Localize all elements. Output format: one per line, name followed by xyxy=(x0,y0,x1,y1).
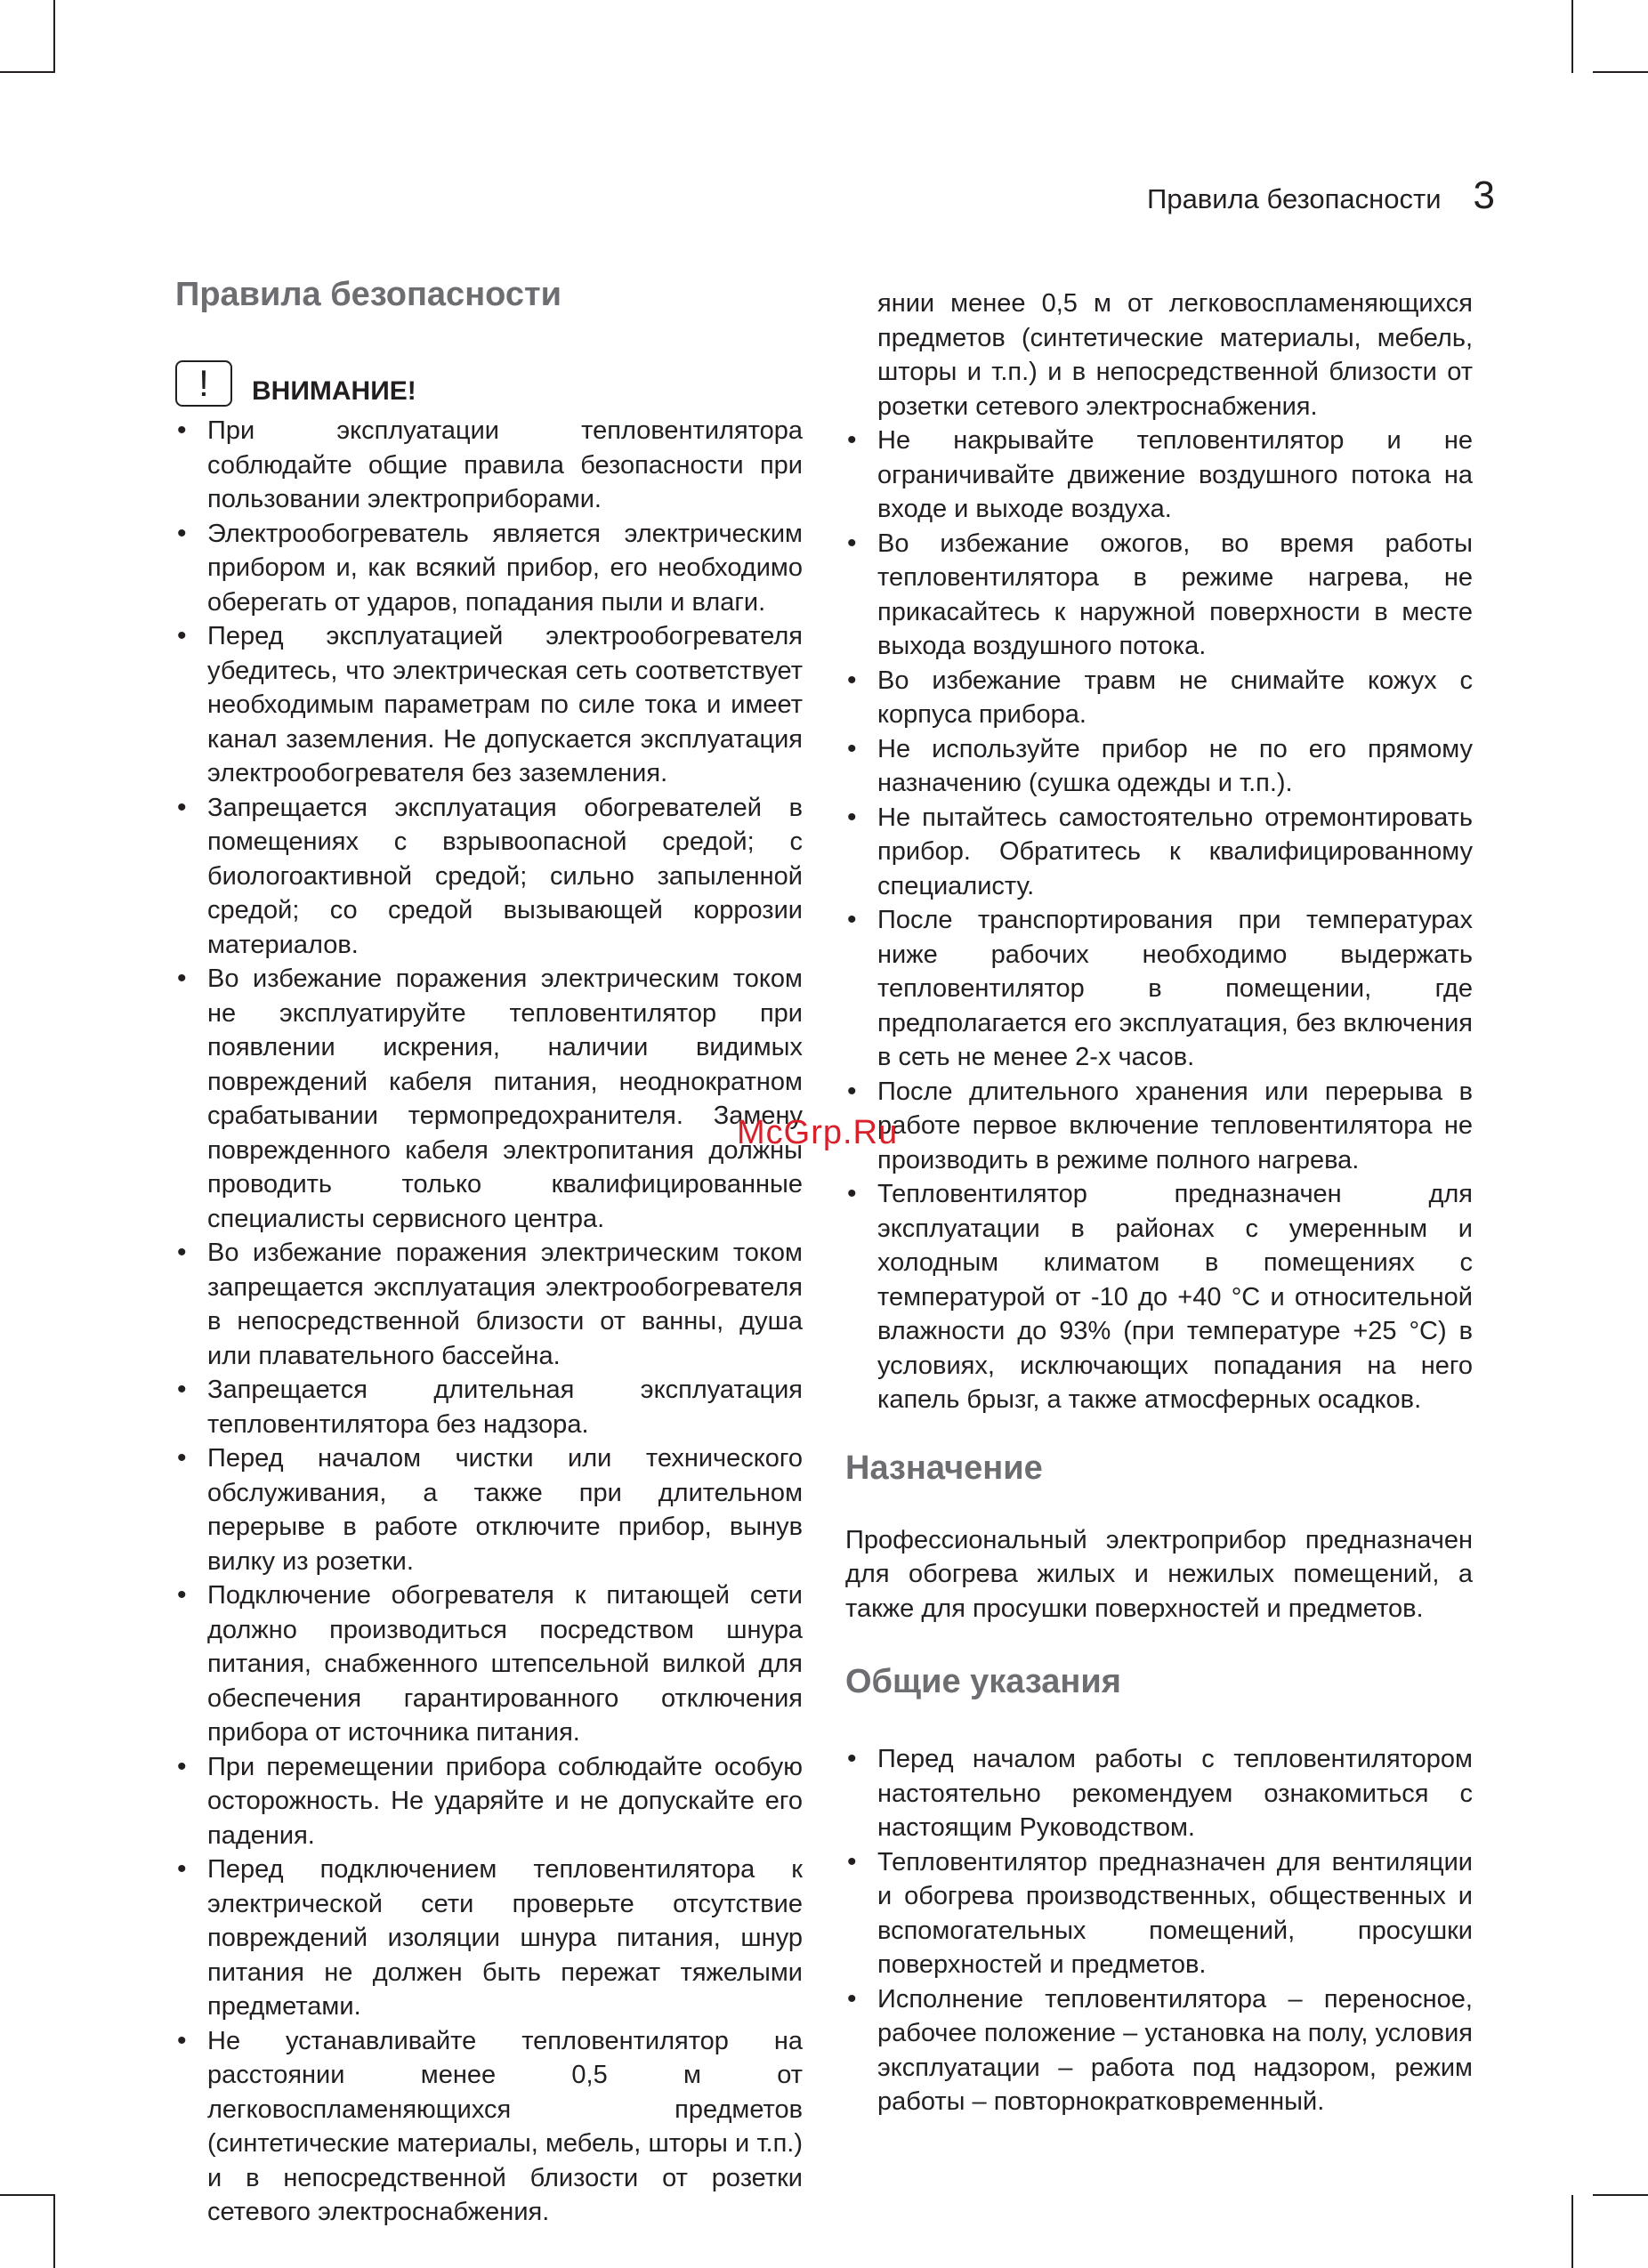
watermark: McGrp.Ru xyxy=(737,1114,899,1151)
right-column xyxy=(845,287,1473,2119)
crop-mark xyxy=(1571,0,1573,73)
running-header xyxy=(1147,174,1495,218)
general-list xyxy=(845,1742,1473,2119)
safety-list xyxy=(175,414,803,2226)
list-item: • Тепловентилятор предназначен для эксплуатации в районах с умеренным и холодным климатом в помещениях с температурой от -10 до +40 °С и относительной влажности до 93% (при температуре +25 °С) в условиях, исключающих попадания на него капель брызг, а также атмосферных осадков. xyxy=(845,1177,1473,1417)
list-item: • Электрообогреватель является электрическим прибором и, как всякий прибор, его необходимо оберегать от ударов, попадания пыли и влаги. xyxy=(175,517,803,620)
crop-mark xyxy=(1593,2194,1648,2196)
list-item: • Перед эксплуатацией электрообогревателя убедитесь, что электрическая сеть соответствует необходимым параметрам по силе тока и имеет канал заземления. Не допускается эксплуатация электрообогревателя без заземления. xyxy=(175,619,803,791)
list-item: • После длительного хранения или перерыва в работе первое включение тепловентилятора не производить в режиме полного нагрева. xyxy=(845,1075,1473,1178)
list-item: • Не устанавливайте тепловентилятор на расстоянии менее 0,5 м от легковоспламеняющихся предметов (синтетические материалы, мебель, шторы и т.п.) и в непосредственной близости от розетки сетевого электроснабжения. xyxy=(175,2024,803,2059)
list-item: • Подключение обогревателя к питающей сети должно производиться посредством шнура питания, снабженного штепсельной вилкой для обеспечения гарантированного отключения прибора от источника питания. xyxy=(175,1578,803,1750)
running-title: Правила безопасности xyxy=(1147,183,1442,214)
section-heading-general: Общие указания xyxy=(845,1663,1121,1700)
list-item: • Перед подключением тепловентилятора к электрической сети проверьте отсутствие повреждений изоляции шнура питания, шнур питания не должен быть пережат тяжелыми предметами. xyxy=(175,1852,803,2024)
list-item: • Не накрывайте тепловентилятор и не ограничивайте движение воздушного потока на входе и выходе воздуха. xyxy=(845,424,1473,527)
continued-item-text: янии менее 0,5 м от легковоспламеняющихся предметов (синтетические материалы, мебель, шторы и т.п.) и в непосредственной близости от розетки сетевого электроснабжения. xyxy=(877,289,1473,421)
list-item: • Во избежание травм не снимайте кожух с корпуса прибора. xyxy=(845,664,1473,732)
crop-mark xyxy=(53,0,55,73)
warning-label: ВНИМАНИЕ! xyxy=(252,376,416,406)
list-item: • Во избежание поражения электрическим током запрещается эксплуатация электрообогревателя в непосредственной близости от ванны, душа или плавательного бассейна. xyxy=(175,1236,803,1373)
list-item: • Не пытайтесь самостоятельно отремонтировать прибор. Обратитесь к квалифицированному специалисту. xyxy=(845,801,1473,904)
crop-mark xyxy=(0,2194,55,2196)
safety-list-continued xyxy=(845,424,1473,1417)
list-item: • Тепловентилятор предназначен для вентиляции и обогрева производственных, общественных и вспомогательных помещений, просушки поверхностей и предметов. xyxy=(845,1845,1473,1982)
list-item: • При эксплуатации тепловентилятора соблюдайте общие правила безопасности при пользовании электроприборами. xyxy=(175,414,803,517)
section-heading-safety: Правила безопасности xyxy=(175,276,561,313)
list-item: • Во избежание ожогов, во время работы тепловентилятора в режиме нагрева, не прикасайтесь к наружной поверхности в месте выхода воздушного потока. xyxy=(845,527,1473,664)
left-column xyxy=(175,276,803,2226)
warning-block xyxy=(175,360,803,407)
list-item: • Во избежание поражения электрическим током не эксплуатируйте тепловентилятор при появлении искрения, наличии видимых повреждений кабеля питания, неоднократном срабатывании термопредохранителя. Замену поврежденного кабеля электропитания должны проводить только квалифицированные специалисты сервисного центра. xyxy=(175,962,803,1236)
page-number: 3 xyxy=(1473,174,1495,217)
purpose-paragraph: Профессиональный электроприбор предназначен для обогрева жилых и нежилых помещений, а также для просушки поверхностей и предметов. xyxy=(845,1525,1473,1623)
crop-mark xyxy=(1593,71,1648,73)
section-heading-purpose: Назначение xyxy=(845,1449,1043,1487)
crop-mark xyxy=(1571,2195,1573,2268)
list-item: • Запрещается длительная эксплуатация тепловентилятора без надзора. xyxy=(175,1373,803,1441)
list-item: • Не используйте прибор не по его прямому назначению (сушка одежды и т.п.). xyxy=(845,732,1473,801)
exclamation-box-icon: ! xyxy=(175,360,232,407)
crop-mark xyxy=(0,71,55,73)
list-item: • Перед началом работы с тепловентилятором настоятельно рекомендуем ознакомиться с настоящим Руководством. xyxy=(845,1742,1473,1845)
list-item: • После транспортирования при температурах ниже рабочих необходимо выдержать тепловентилятор в помещении, где предполагается его эксплуатация, без включения в сеть не менее 2-х часов. xyxy=(845,903,1473,1075)
crop-mark xyxy=(53,2195,55,2268)
list-item: • Перед началом чистки или технического обслуживания, а также при длительном перерыве в работе отключите прибор, вынув вилку из розетки. xyxy=(175,1441,803,1578)
list-item: • Запрещается эксплуатация обогревателей в помещениях с взрывоопасной средой; с биологоактивной средой; сильно запыленной средой; со средой вызывающей коррозии материалов. xyxy=(175,791,803,963)
list-item: • При перемещении прибора соблюдайте особую осторожность. Не ударяйте и не допускайте его падения. xyxy=(175,1750,803,1853)
list-item: • Исполнение тепловентилятора – переносное, рабочее положение – установка на полу, условия эксплуатации – работа под надзором, режим работы – повторнократковременный. xyxy=(845,1982,1473,2119)
